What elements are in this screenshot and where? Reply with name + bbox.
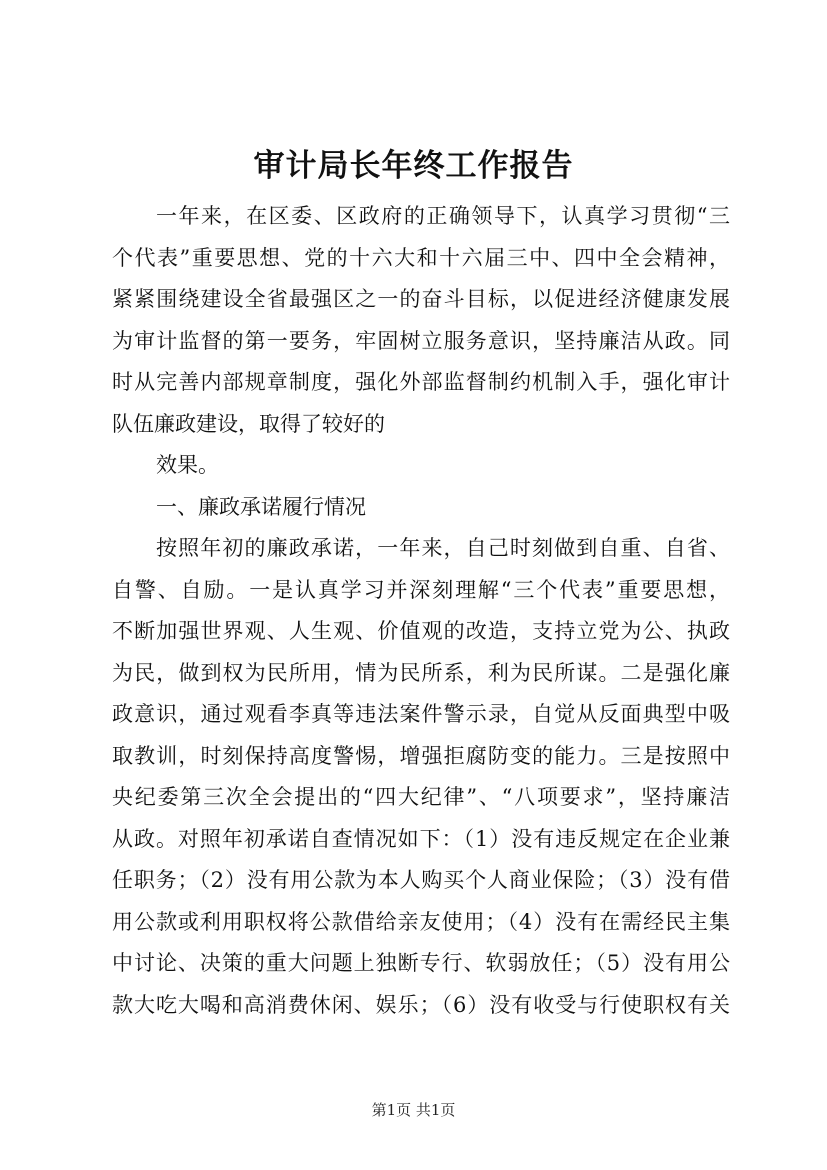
document-title: 审计局长年终工作报告	[253, 148, 574, 184]
paragraph-line: 为民，做到权为民所用，情为民所系，利为民所谋。二是强化廉	[112, 660, 730, 685]
document-body	[112, 196, 730, 1026]
paragraph-line: 央纪委第三次全会提出的“四大纪律”、“八项要求”，坚持廉洁	[112, 785, 730, 809]
paragraph-line: 按照年初的廉政承诺，一年来，自己时刻做到自重、自省、	[156, 536, 730, 560]
paragraph-line: 款大吃大喝和高消费休闲、娱乐；（6）没有收受与行使职权有关	[112, 992, 730, 1017]
paragraph-line: 任职务；（2）没有用公款为本人购买个人商业保险；（3）没有借	[112, 868, 730, 892]
paragraph-line: 从政。对照年初承诺自查情况如下：（1）没有违反规定在企业兼	[112, 826, 730, 851]
paragraph-line: 个代表”重要思想、党的十六大和十六届三中、四中全会精神，	[112, 245, 730, 270]
paragraph-line: 自警、自励。一是认真学习并深刻理解“三个代表”重要思想，	[112, 577, 730, 602]
paragraph-line: 用公款或利用职权将公款借给亲友使用；（4）没有在需经民主集	[112, 909, 730, 934]
section-heading: 一、廉政承诺履行情况	[156, 494, 366, 519]
paragraph-line: 一年来，在区委、区政府的正确领导下，认真学习贯彻“三	[156, 204, 730, 228]
paragraph-line: 为审计监督的第一要务，牢固树立服务意识，坚持廉洁从政。同	[112, 328, 730, 353]
paragraph-line: 效果。	[156, 453, 219, 477]
paragraph-line: 队伍廉政建设，取得了较好的	[112, 411, 385, 436]
paragraph-line: 紧紧围绕建设全省最强区之一的奋斗目标，以促进经济健康发展	[112, 287, 730, 311]
paragraph-line: 不断加强世界观、人生观、价值观的改造，支持立党为公、执政	[112, 619, 730, 643]
paragraph-line: 取教训，时刻保持高度警惕，增强拒腐防变的能力。三是按照中	[112, 743, 730, 768]
paragraph-line: 中讨论、决策的重大问题上独断专行、软弱放任；（5）没有用公	[112, 951, 730, 975]
paragraph-line: 政意识，通过观看李真等违法案件警示录，自觉从反面典型中吸	[112, 702, 730, 726]
page-number: 第1页 共1页	[371, 1101, 456, 1119]
paragraph-line: 时从完善内部规章制度，强化外部监督制约机制入手，强化审计	[112, 370, 730, 394]
